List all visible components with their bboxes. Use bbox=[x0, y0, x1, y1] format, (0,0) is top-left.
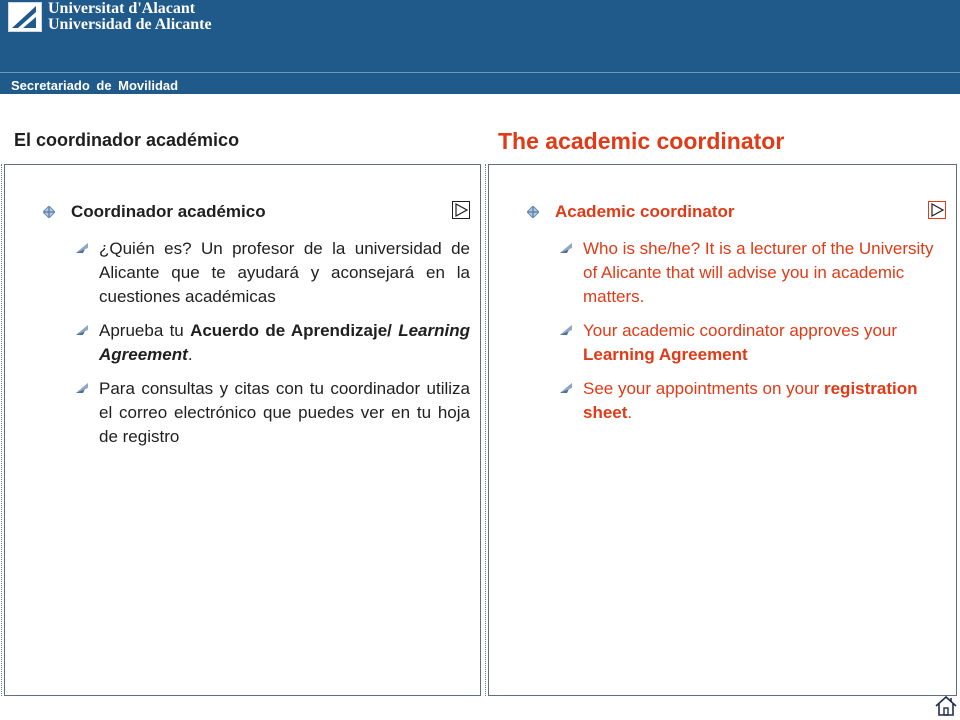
department-name: Secretariado de Movilidad bbox=[11, 78, 179, 93]
university-name-catalan: Universitat d'Alacant bbox=[48, 0, 196, 17]
panel-spanish bbox=[4, 164, 481, 696]
arrow-bullet-icon bbox=[75, 380, 89, 394]
list-item bbox=[75, 237, 470, 309]
text-fragment: Learning Agreement bbox=[583, 345, 748, 364]
text-fragment: Your academic coordinator approves your bbox=[583, 321, 898, 340]
list-item bbox=[559, 237, 946, 309]
heading-english: Academic coordinator bbox=[555, 202, 735, 221]
arrow-bullet-icon bbox=[559, 322, 573, 336]
heading-spanish: Coordinador académico bbox=[71, 202, 266, 221]
university-logo-icon bbox=[8, 2, 42, 32]
play-next-icon[interactable] bbox=[452, 201, 470, 219]
text-fragment: ¿Quién es? Un profesor de la universidad de Alicante que te ayudará y aconsejará en la cuestiones académicas bbox=[99, 239, 470, 306]
diamond-bullet-icon bbox=[527, 206, 539, 218]
arrow-bullet-icon bbox=[75, 240, 89, 254]
diamond-bullet-icon bbox=[43, 206, 55, 218]
list-item bbox=[559, 319, 946, 367]
list-item bbox=[559, 377, 946, 425]
arrow-bullet-icon bbox=[559, 240, 573, 254]
arrow-bullet-icon bbox=[75, 322, 89, 336]
title-spanish: El coordinador académico bbox=[14, 130, 240, 150]
heading-row-english bbox=[527, 201, 946, 223]
text-fragment: . bbox=[627, 403, 633, 422]
text-fragment: Acuerdo de Aprendizaje/ bbox=[190, 321, 399, 340]
list-item bbox=[75, 319, 470, 367]
list-item bbox=[75, 377, 470, 449]
university-name-spanish: Universidad de Alicante bbox=[48, 16, 212, 33]
text-fragment: . bbox=[187, 345, 193, 364]
play-next-icon[interactable] bbox=[928, 201, 946, 219]
list-item-text bbox=[583, 377, 946, 425]
list-english bbox=[559, 237, 946, 435]
list-item-text bbox=[99, 237, 470, 309]
home-icon[interactable] bbox=[934, 695, 958, 717]
arrow-bullet-icon bbox=[559, 380, 573, 394]
list-item-text bbox=[583, 237, 946, 309]
header-banner bbox=[0, 0, 960, 94]
list-spanish bbox=[75, 237, 470, 459]
panel-english bbox=[488, 164, 957, 696]
text-fragment: See your appointments on your bbox=[583, 379, 824, 398]
list-item-text bbox=[99, 377, 470, 449]
heading-row-spanish bbox=[43, 201, 470, 223]
text-fragment: registration sheet bbox=[583, 379, 918, 422]
header-divider bbox=[0, 72, 960, 73]
list-item-text bbox=[583, 319, 946, 367]
list-item-text bbox=[99, 319, 470, 367]
text-fragment: Aprueba tu bbox=[99, 321, 191, 340]
text-fragment: Learning Agreement bbox=[99, 321, 470, 364]
text-fragment: Who is she/he? It is a lecturer of the University of Alicante that will advise you in academic matters. bbox=[583, 239, 934, 306]
title-english: The academic coordinator bbox=[498, 128, 785, 154]
text-fragment: Para consultas y citas con tu coordinador utiliza el correo electrónico que puedes ver en tu hoja de registro bbox=[99, 379, 470, 446]
